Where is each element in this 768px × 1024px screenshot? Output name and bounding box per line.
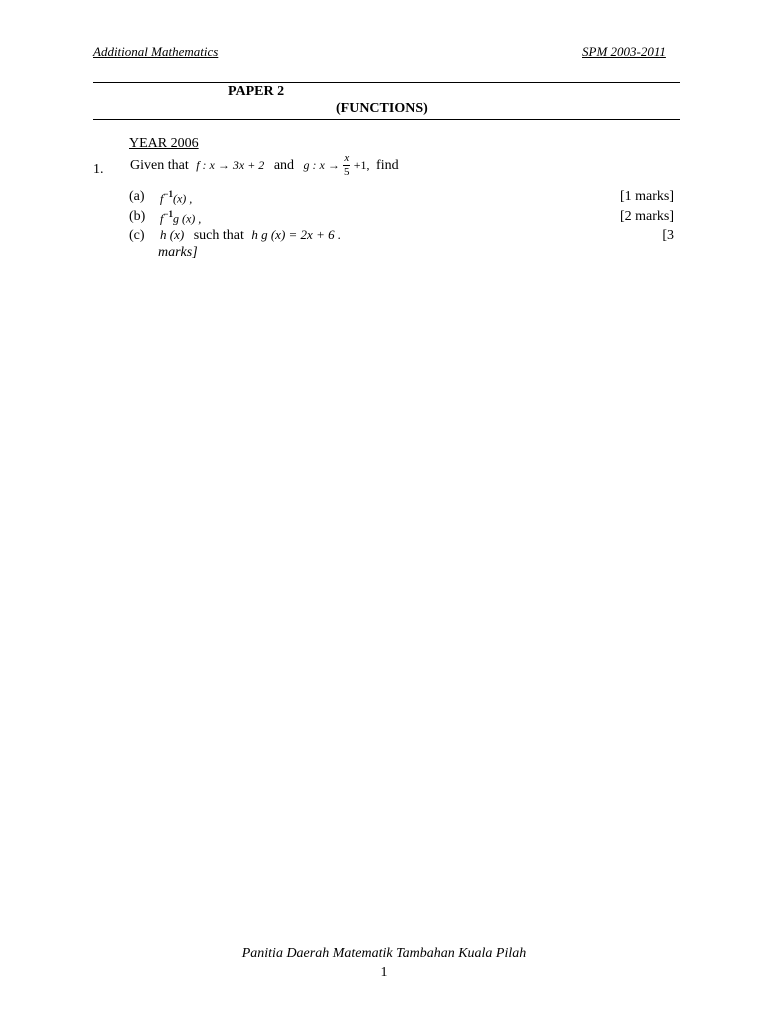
part-b-inverse: −1 [163, 209, 173, 219]
part-a-marks: [1 marks] [619, 189, 674, 204]
find-word: find [376, 157, 399, 173]
and-word: and [273, 157, 295, 173]
part-b-f: f [160, 211, 164, 226]
question-stem [130, 153, 399, 178]
g-definition-suffix: +1, [353, 158, 370, 172]
g-fraction [343, 153, 350, 178]
page-number: 1 [380, 965, 388, 980]
part-a-label: (a) [129, 189, 145, 204]
top-rule [93, 82, 680, 83]
footer-text: Panitia Daerah Matematik Tambahan Kuala Pilah [241, 946, 527, 961]
part-a-inverse: −1 [163, 189, 173, 199]
year-heading: YEAR 2006 [129, 136, 199, 151]
part-c-marks-end: marks] [158, 245, 198, 260]
title-rule [93, 119, 680, 120]
part-b-expression [160, 209, 201, 228]
part-a-f: f [160, 191, 164, 206]
part-c-condition: h g (x) = 2x + 6 . [251, 227, 342, 242]
part-c-h: h (x) [160, 227, 185, 242]
part-c-such-that: such that [193, 228, 244, 243]
header-left: Additional Mathematics [93, 44, 219, 59]
topic-title: (FUNCTIONS) [336, 101, 428, 116]
part-c-label: (c) [129, 228, 145, 243]
paper-title: PAPER 2 [228, 84, 285, 99]
g-definition-prefix: g : x → [303, 158, 340, 172]
part-a-expression [160, 189, 192, 208]
f-definition: f : x → 3x + 2 [196, 158, 265, 172]
intro-text: Given that [130, 157, 189, 173]
part-c-expression [160, 227, 341, 244]
part-c-marks-start: [3 [662, 228, 674, 243]
part-b-marks: [2 marks] [619, 209, 674, 224]
part-b-label: (b) [129, 209, 146, 224]
question-number: 1. [93, 162, 104, 177]
header-right: SPM 2003-2011 [582, 44, 666, 59]
part-a-arg: (x) , [172, 191, 193, 206]
g-fraction-numerator: x [344, 152, 350, 164]
g-fraction-denominator: 5 [344, 166, 350, 178]
part-b-arg: g (x) , [172, 211, 202, 226]
